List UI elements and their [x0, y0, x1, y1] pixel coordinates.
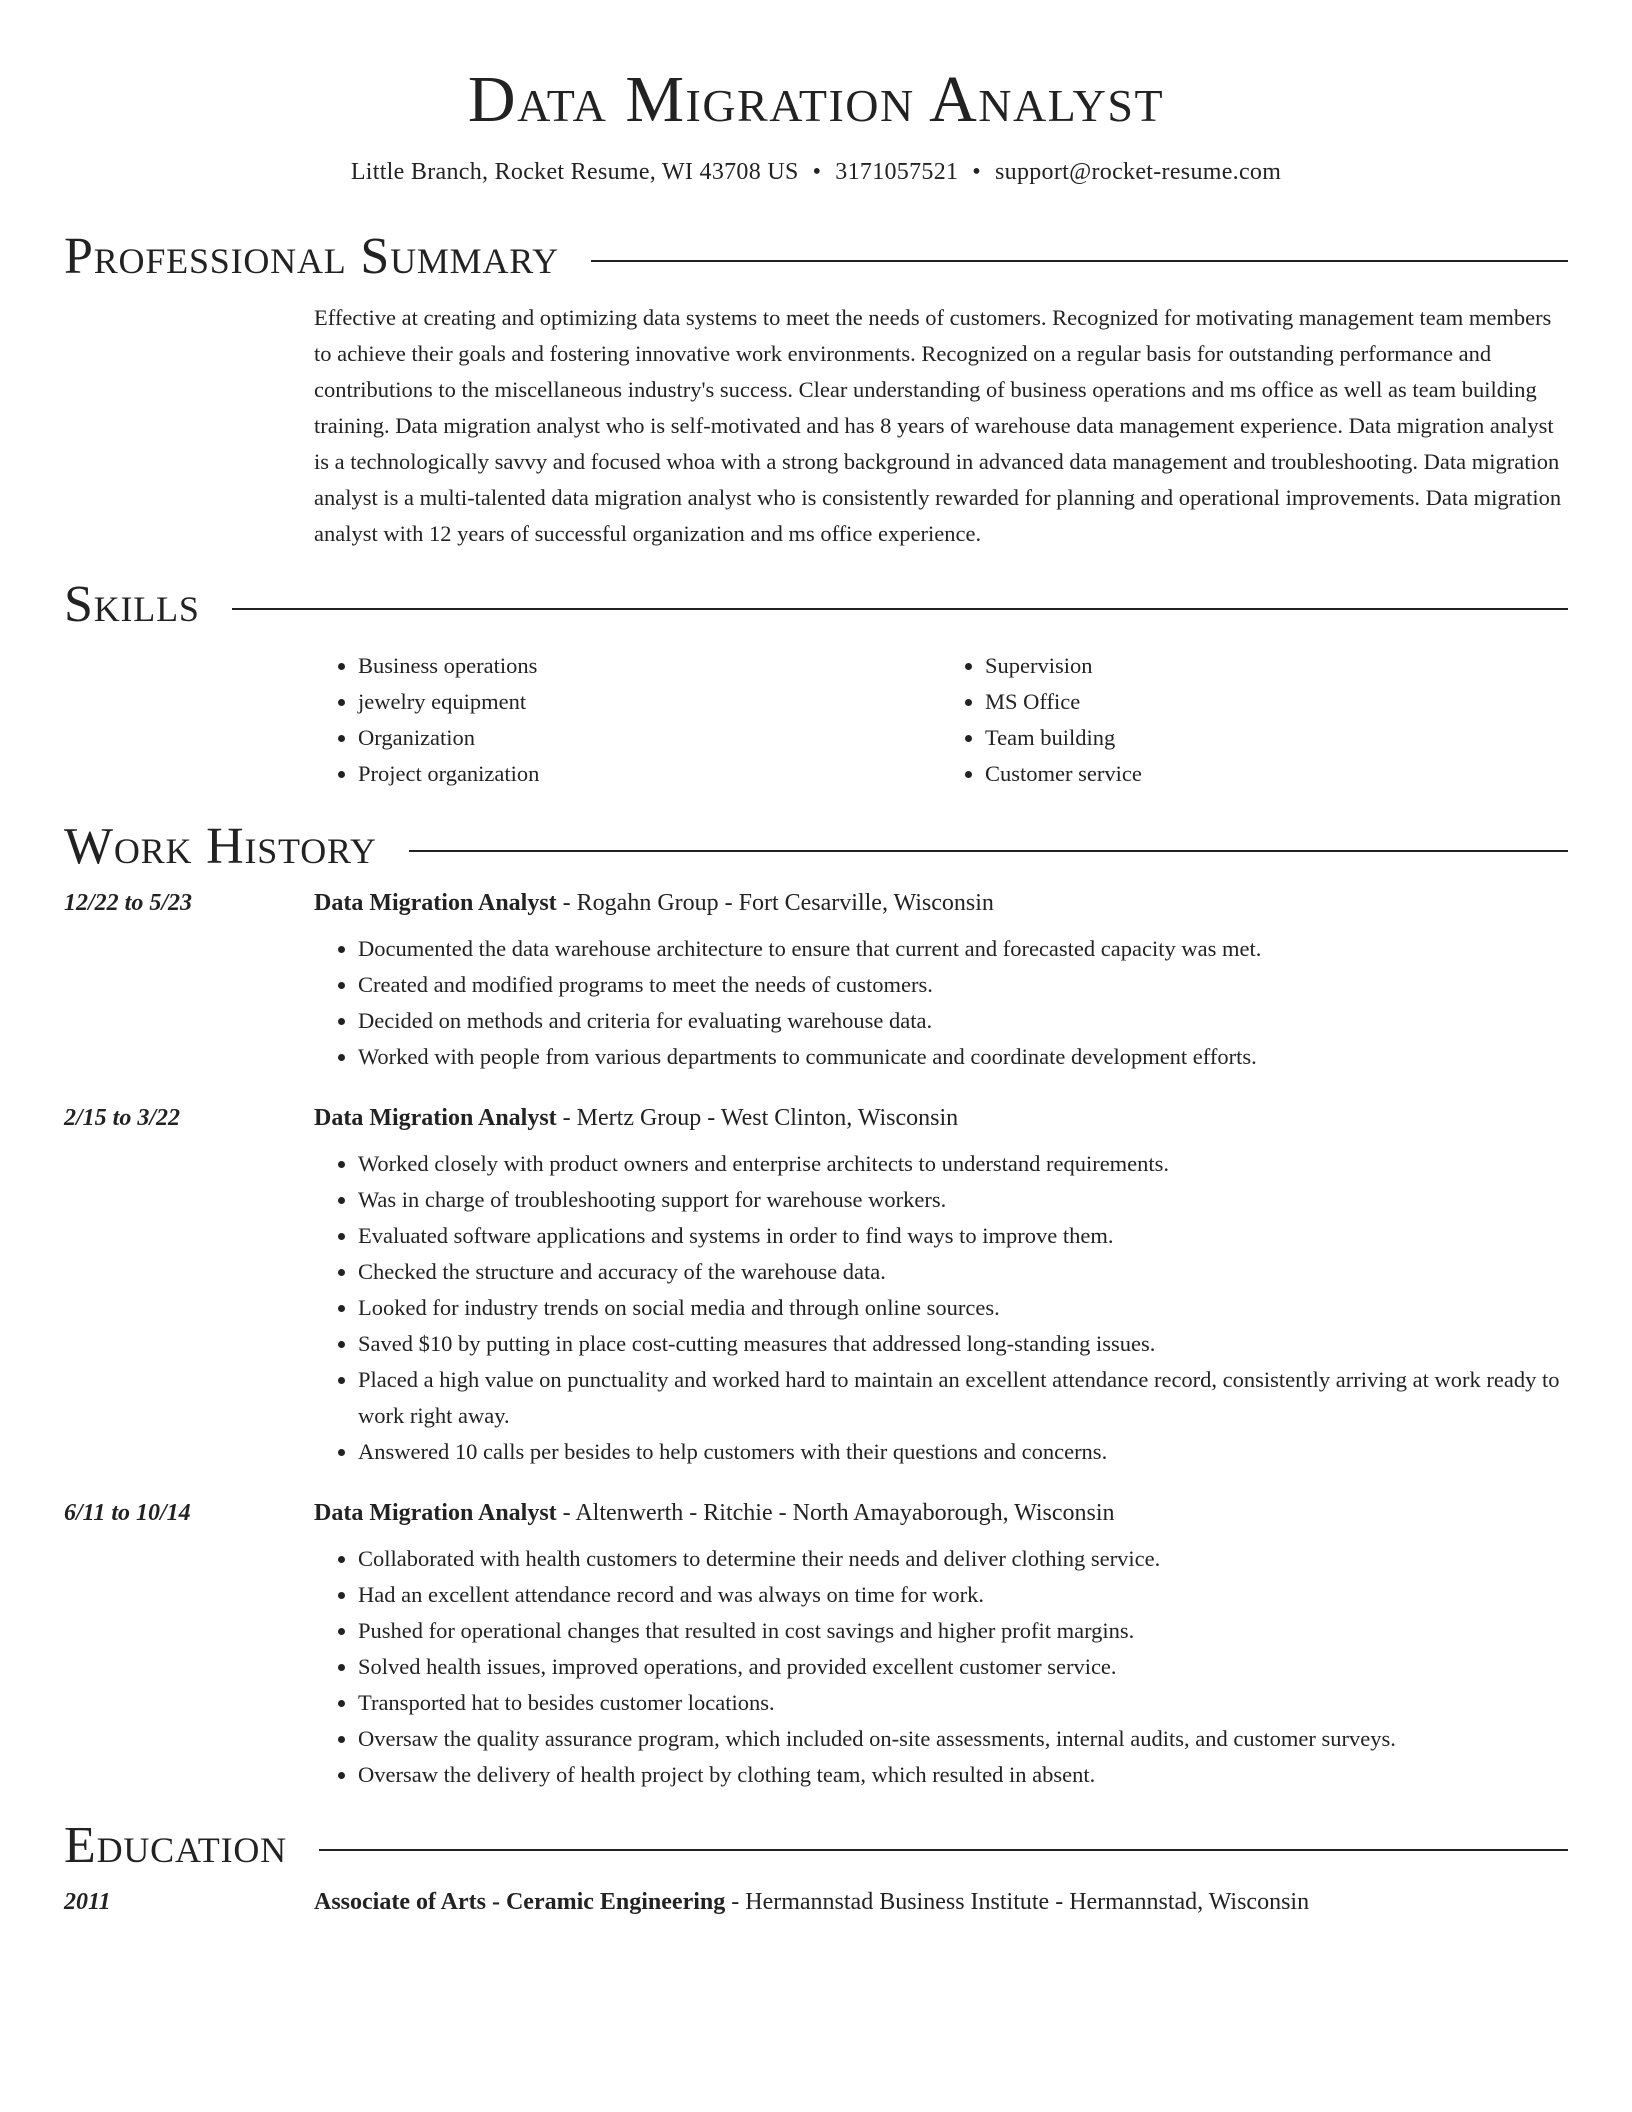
job-bullets — [314, 1541, 1568, 1793]
job-dates: 2/15 to 3/22 — [64, 1105, 181, 1131]
job-bullet: • Oversaw the quality assurance program, which included on-site assessments, internal audits, and customer surveys. — [358, 1721, 1568, 1757]
summary-heading: Professional Summary — [64, 228, 559, 285]
job-bullet: • Pushed for operational changes that resulted in cost savings and higher profit margins. — [358, 1613, 1568, 1649]
education-degree: Associate of Arts - Ceramic Engineering — [314, 1889, 726, 1915]
skill-item: • Team building — [985, 720, 1568, 756]
job-title-line — [314, 890, 994, 917]
job-bullet: • Had an excellent attendance record and was always on time for work. — [358, 1577, 1568, 1613]
skill-item: • Business operations — [358, 648, 941, 684]
education-section-header — [64, 1817, 1568, 1875]
education-line — [314, 1889, 1309, 1916]
contact-address: Little Branch, Rocket Resume, WI 43708 US — [350, 159, 799, 185]
job-bullet: • Created and modified programs to meet the needs of customers. — [358, 967, 1568, 1003]
job-bullet: • Solved health issues, improved operations, and provided excellent customer service. — [358, 1649, 1568, 1685]
job-dates: 6/11 to 10/14 — [64, 1500, 191, 1526]
job-title-line — [314, 1500, 1115, 1527]
contact-line — [64, 156, 1568, 188]
education-heading: Education — [64, 1817, 287, 1874]
job-dates: 12/22 to 5/23 — [64, 890, 193, 916]
skill-item: • MS Office — [985, 684, 1568, 720]
skills-heading: Skills — [64, 576, 200, 633]
job-bullet: • Worked with people from various departments to communicate and coordinate development efforts. — [358, 1039, 1568, 1075]
job-entry — [64, 890, 1568, 1075]
summary-body — [314, 300, 1568, 552]
job-title: Data Migration Analyst — [314, 890, 557, 916]
job-employer: - Altenwerth - Ritchie - North Amayaborough, Wisconsin — [556, 1500, 1115, 1526]
job-header — [64, 1105, 1568, 1132]
job-bullet: • Oversaw the delivery of health project by clothing team, which resulted in absent. — [358, 1757, 1568, 1793]
job-entry — [64, 1105, 1568, 1470]
summary-text: Effective at creating and optimizing data systems to meet the needs of customers. Recognized for motivating management team members to achieve their goals and fostering innovative work environments. Recognized on a regular basis for outstanding performance and contributions to the miscellaneous industry's success. Clear understanding of business operations and ms office as well as team building training. Data migration analyst who is self-motivated and has 8 years of warehouse data management experience. Data migration analyst is a technologically savvy and focused whoa with a strong background in advanced data management and troubleshooting. Data migration analyst is a multi-talented data migration analyst who is consistently rewarded for planning and operational improvements. Data migration analyst with 12 years of successful organization and ms office experience. — [314, 305, 1562, 546]
skill-item: • Organization — [358, 720, 941, 756]
job-bullet: • Transported hat to besides customer locations. — [358, 1685, 1568, 1721]
job-bullet: • Collaborated with health customers to determine their needs and deliver clothing service. — [358, 1541, 1568, 1577]
contact-email: support@rocket-resume.com — [995, 159, 1282, 185]
education-school: - Hermannstad Business Institute - Hermannstad, Wisconsin — [725, 1889, 1310, 1915]
section-divider — [232, 608, 1568, 610]
job-header — [64, 1500, 1568, 1527]
candidate-name: Data Migration Analyst — [467, 63, 1165, 136]
contact-separator: • — [972, 159, 981, 185]
summary-section-header — [64, 228, 1568, 286]
job-bullet: • Decided on methods and criteria for evaluating warehouse data. — [358, 1003, 1568, 1039]
work-section-header — [64, 818, 1568, 876]
contact-separator: • — [812, 159, 822, 185]
skills-section-header — [64, 576, 1568, 634]
job-title-line — [314, 1105, 958, 1132]
job-bullet: • Was in charge of troubleshooting support for warehouse workers. — [358, 1182, 1568, 1218]
resume-page — [64, 0, 1568, 1916]
job-bullet: • Evaluated software applications and systems in order to find ways to improve them. — [358, 1218, 1568, 1254]
skill-item: • Project organization — [358, 756, 941, 792]
skills-column-left — [314, 648, 941, 792]
job-employer: - Mertz Group - West Clinton, Wisconsin — [556, 1105, 959, 1131]
section-divider — [319, 1849, 1568, 1851]
job-bullet: • Saved $10 by putting in place cost-cutting measures that addressed long-standing issues. — [358, 1326, 1568, 1362]
job-header — [64, 890, 1568, 917]
job-entry — [64, 1500, 1568, 1793]
section-divider — [591, 260, 1568, 262]
work-heading: Work History — [64, 818, 377, 875]
skills-list — [314, 648, 1568, 792]
skill-item: • jewelry equipment — [358, 684, 941, 720]
job-title: Data Migration Analyst — [314, 1105, 557, 1131]
job-bullet: • Checked the structure and accuracy of the warehouse data. — [358, 1254, 1568, 1290]
education-entry — [64, 1889, 1568, 1916]
job-bullet: • Answered 10 calls per besides to help customers with their questions and concerns. — [358, 1434, 1568, 1470]
job-bullet: • Placed a high value on punctuality and worked hard to maintain an excellent attendance record, consistently arriving at work ready to work right away. — [358, 1362, 1568, 1434]
job-bullets — [314, 1146, 1568, 1470]
job-bullets — [314, 931, 1568, 1075]
job-bullet: • Looked for industry trends on social media and through online sources. — [358, 1290, 1568, 1326]
education-header — [64, 1889, 1568, 1916]
education-year: 2011 — [64, 1889, 111, 1915]
job-bullet: • Worked closely with product owners and enterprise architects to understand requirements. — [358, 1146, 1568, 1182]
skill-item: • Supervision — [985, 648, 1568, 684]
section-divider — [409, 850, 1568, 852]
job-employer: - Rogahn Group - Fort Cesarville, Wisconsin — [556, 890, 994, 916]
contact-phone: 3171057521 — [835, 159, 959, 185]
job-title: Data Migration Analyst — [314, 1500, 557, 1526]
skills-column-right — [941, 648, 1568, 792]
job-bullet: • Documented the data warehouse architecture to ensure that current and forecasted capacity was met. — [358, 931, 1568, 967]
skill-item: • Customer service — [985, 756, 1568, 792]
